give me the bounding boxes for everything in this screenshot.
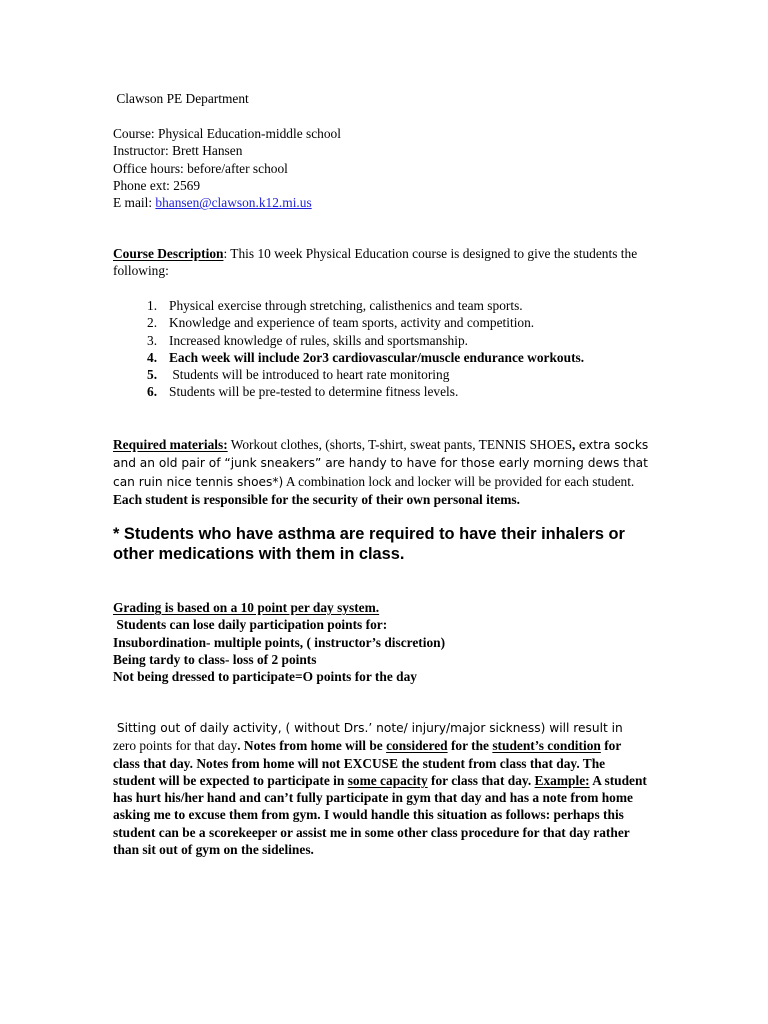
- email-link[interactable]: bhansen@clawson.k12.mi.us: [155, 195, 312, 211]
- list-number: 1.: [147, 298, 158, 313]
- phone-line: Phone ext: 2569: [113, 177, 201, 193]
- department-title: [113, 90, 658, 107]
- grading-line: Insubordination- multiple points, ( instructor’s discretion): [113, 634, 446, 650]
- grading-line: Not being dressed to participate=O points for the day: [113, 669, 417, 685]
- course-description-heading: Course Description: [113, 246, 224, 261]
- policy-intro-line: Sitting out of daily activity, ( without Drs.’ note/ injury/major sickness) will result in: [113, 721, 623, 735]
- contact-info: [113, 125, 658, 211]
- policy-text: . Notes from home will be: [237, 738, 387, 754]
- security-notice: Each student is responsible for the security of their own personal items.: [113, 491, 520, 507]
- list-number: 3.: [147, 332, 158, 348]
- policy-text: zero points for that day: [113, 738, 238, 754]
- list-item: [113, 366, 658, 383]
- list-number: 5.: [147, 367, 158, 383]
- course-goals-list: [113, 297, 658, 401]
- required-materials-text-2: extra socks and an old pair of “junk sneakers” are handy to have for those early morning dews that can ruin nice tennis shoes*): [113, 438, 649, 489]
- grading-heading: Grading is based on a 10 point per day system.: [113, 600, 380, 615]
- list-text: Each week will include 2or3 cardiovascular/muscle endurance workouts.: [169, 349, 585, 365]
- course-description-text: : This 10 week Physical Education course is designed to give the students the following:: [113, 246, 638, 279]
- required-materials-paragraph: [113, 436, 661, 508]
- instructor-line: Instructor: Brett Hansen: [113, 143, 243, 159]
- list-text: Students will be introduced to heart rate monitoring: [169, 367, 450, 383]
- list-text: Knowledge and experience of team sports, activity and competition.: [169, 315, 535, 331]
- list-item: [113, 332, 658, 349]
- course-line: Course: Physical Education-middle school: [113, 126, 341, 141]
- list-item: [113, 383, 658, 400]
- email-line: [113, 194, 658, 211]
- list-text: Increased knowledge of rules, skills and sportsmanship.: [169, 332, 468, 348]
- email-label: E mail:: [113, 195, 156, 211]
- list-text: Physical exercise through stretching, calisthenics and team sports.: [169, 298, 523, 313]
- grading-line: Students can lose daily participation points for:: [113, 617, 388, 633]
- example-label: Example:: [534, 772, 590, 788]
- list-number: 6.: [147, 384, 158, 400]
- comma: ,: [572, 437, 576, 452]
- policy-text: for class that day.: [427, 772, 535, 788]
- example-text: A student has hurt his/her hand and can’t fully participate in gym that day and has a note from home asking me to excuse them from gym. I would handle this situation as follows: perhaps this student can be a scorekeeper or assist me in some other class procedure for that day rather than sit out of gym on the sidelines.: [113, 772, 647, 858]
- list-item: [113, 349, 658, 366]
- considered-text: considered: [386, 738, 448, 754]
- list-text: Students will be pre-tested to determine fitness levels.: [169, 384, 459, 400]
- students-condition-text: student’s condition: [492, 738, 601, 754]
- required-materials-text-3: A combination lock and locker will be provided for each student.: [283, 473, 635, 489]
- required-materials-heading: Required materials:: [113, 437, 228, 452]
- course-description: [113, 245, 658, 280]
- required-materials: [113, 436, 661, 508]
- list-item: [113, 314, 658, 331]
- required-materials-text-1: Workout clothes, (shorts, T-shirt, sweat pants, TENNIS SHOES: [227, 437, 573, 452]
- grading-section: [113, 599, 658, 685]
- some-capacity-text: some capacity: [347, 772, 428, 788]
- grading-line: Being tardy to class- loss of 2 points: [113, 651, 317, 667]
- department-text: Clawson PE Department: [116, 91, 249, 106]
- attendance-policy: [113, 720, 647, 858]
- office-hours-line: Office hours: before/after school: [113, 160, 288, 176]
- asthma-alert: * Students who have asthma are required to have their inhalers or other medications with them in class.: [113, 525, 625, 563]
- policy-text: for class that day. Notes from home will not EXCUSE the student from class that day. The student will be expected to participate in: [113, 738, 622, 788]
- policy-paragraph: [113, 737, 647, 858]
- list-number: 2.: [147, 315, 158, 331]
- list-item: [113, 297, 658, 314]
- policy-text: for the: [447, 738, 493, 754]
- course-description-paragraph: [113, 245, 658, 280]
- list-number: 4.: [147, 349, 158, 365]
